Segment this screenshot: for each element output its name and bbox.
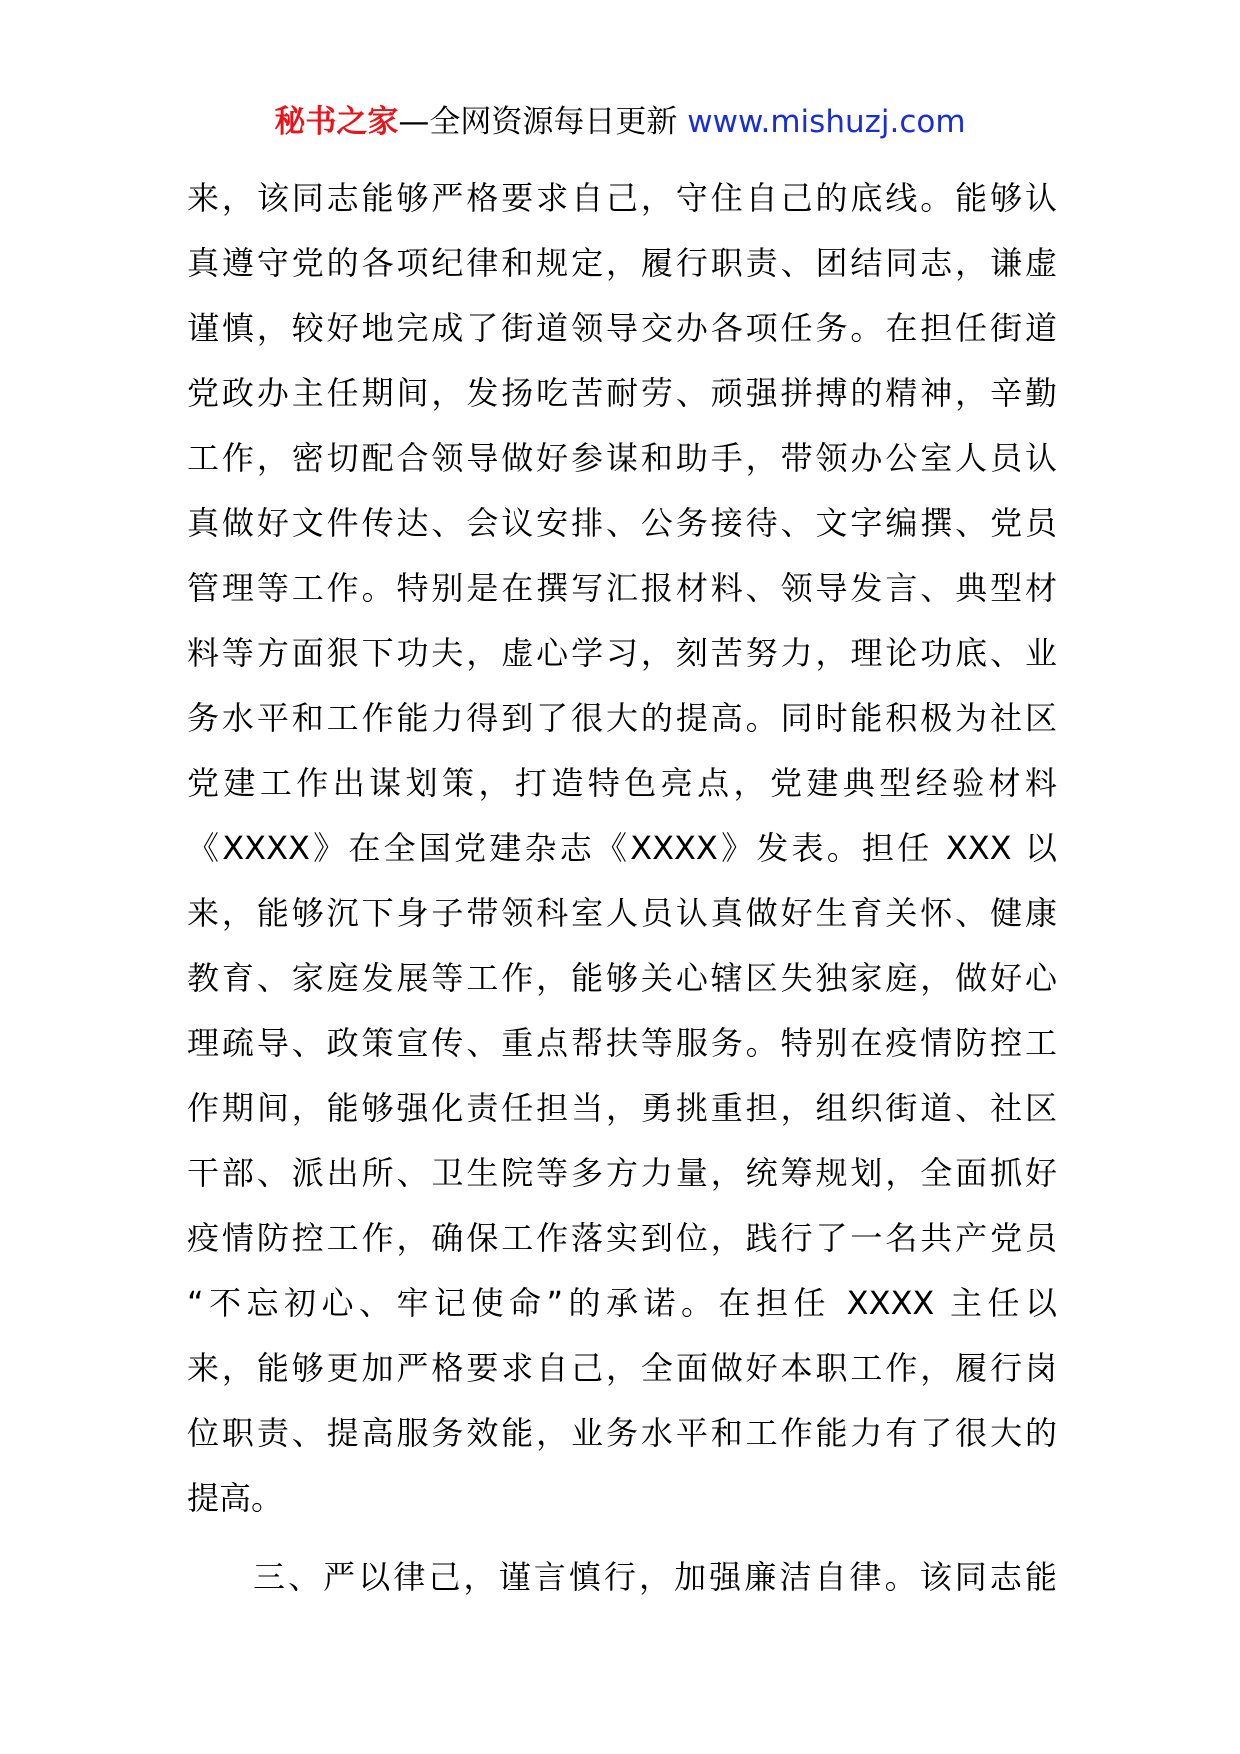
body-line: 党建工作出谋划策，打造特色亮点，党建典型经验材料 [187, 764, 1057, 802]
body-line: 管理等工作。特别是在撰写汇报材料、领导发言、典型材 [187, 569, 1057, 607]
body-line: 来，能够更加严格要求自己，全面做好本职工作，履行岗 [187, 1349, 1057, 1387]
body-line: 疫情防控工作，确保工作落实到位，践行了一名共产党员 [187, 1219, 1057, 1257]
body-line: 《XXXX》在全国党建杂志《XXXX》发表。担任 XXX 以 [187, 829, 1057, 867]
body-line: 工作，密切配合领导做好参谋和助手，带领办公室人员认 [187, 439, 1057, 477]
header-tagline: —全网资源每日更新 [398, 104, 688, 140]
site-url-link[interactable]: www.mishuzj.com [687, 104, 966, 140]
body-line: 位职责、提高服务效能，业务水平和工作能力有了很大的 [187, 1414, 1057, 1452]
paragraph-gap [187, 1531, 1057, 1545]
body-line: 党政办主任期间，发扬吃苦耐劳、顽强拼搏的精神，辛勤 [187, 374, 1057, 412]
body-line: 真遵守党的各项纪律和规定，履行职责、团结同志，谦虚 [187, 244, 1057, 282]
body-line: 真做好文件传达、会议安排、公务接待、文字编撰、党员 [187, 504, 1057, 542]
body-line: 教育、家庭发展等工作，能够关心辖区失独家庭，做好心 [187, 959, 1057, 997]
body-line: 理疏导、政策宣传、重点帮扶等服务。特别在疫情防控工 [187, 1024, 1057, 1062]
body-line: 来，该同志能够严格要求自己，守住自己的底线。能够认 [187, 179, 1057, 217]
body-line: 干部、派出所、卫生院等多方力量，统筹规划，全面抓好 [187, 1154, 1057, 1192]
body-line: 谨慎，较好地完成了街道领导交办各项任务。在担任街道 [187, 309, 1057, 347]
document-body [187, 166, 1057, 1610]
body-line: 提高。 [187, 1479, 284, 1517]
page-header [0, 100, 1240, 144]
body-line: 料等方面狠下功夫，虚心学习，刻苦努力，理论功底、业 [187, 634, 1057, 672]
body-line: “不忘初心、牢记使命”的承诺。在担任 XXXX 主任以 [187, 1284, 1057, 1322]
section-heading: 三、严以律己，谨言慎行，加强廉洁自律。该同志能 [253, 1558, 1057, 1596]
body-line: 来，能够沉下身子带领科室人员认真做好生育关怀、健康 [187, 894, 1057, 932]
body-line: 作期间，能够强化责任担当，勇挑重担，组织街道、社区 [187, 1089, 1057, 1127]
body-line: 务水平和工作能力得到了很大的提高。同时能积极为社区 [187, 699, 1057, 737]
brand-name: 秘书之家 [274, 104, 399, 140]
